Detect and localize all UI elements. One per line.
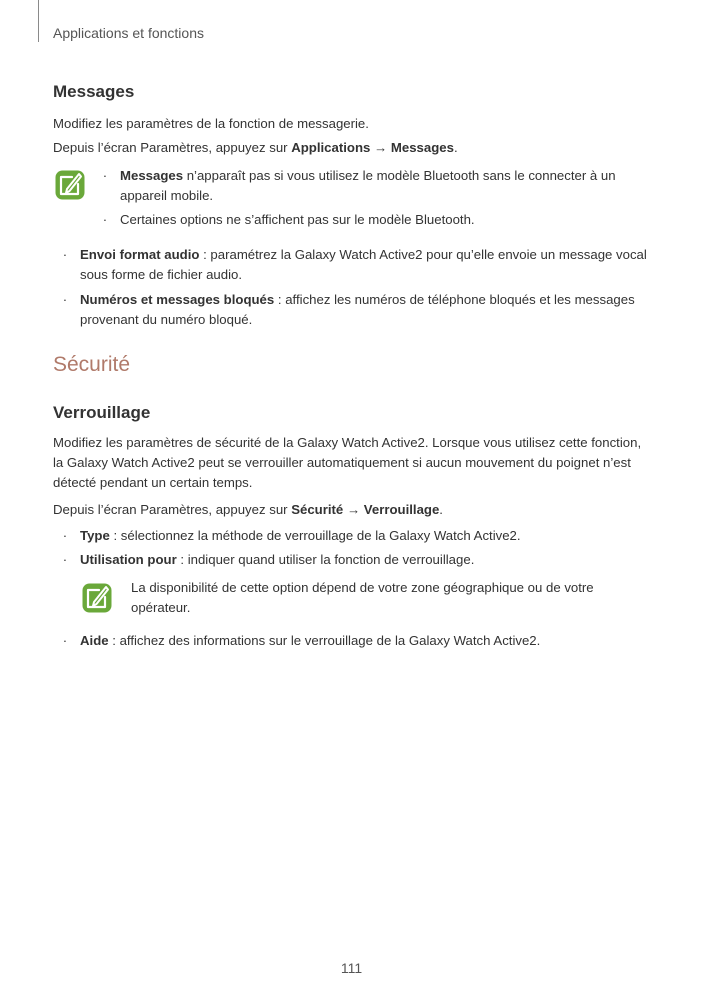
note-item (102, 210, 640, 230)
section-title-verrouillage: Verrouillage (53, 403, 151, 422)
item-bold: Utilisation pour (80, 552, 177, 567)
item-text: : affichez des informations sur le verrouillage de la Galaxy Watch Active2. (108, 633, 541, 648)
item-bold: Type (80, 528, 110, 543)
note-item (102, 166, 640, 206)
note-icon (54, 169, 86, 201)
item-text: : paramétrez la Galaxy Watch Active2 pour qu’elle envoie un message vocal sous forme de fichier audio. (80, 247, 647, 282)
verrouillage-intro: Modifiez les paramètres de sécurité de la Galaxy Watch Active2. Lorsque vous utilisez cette fonction, la Galaxy Watch Active2 peut se verrouiller automatiquement si aucun mouvement du poignet n’est détecté pendant un certain temps. (53, 435, 642, 490)
arrow-icon: → (374, 140, 388, 155)
note-text: Certaines options ne s’affichent pas sur le modèle Bluetooth. (120, 212, 475, 227)
item-text: : sélectionnez la méthode de verrouillage de la Galaxy Watch Active2. (109, 528, 521, 543)
item-bold: Envoi format audio (80, 247, 200, 262)
note-icon (81, 582, 113, 614)
bullet-dot: · (62, 247, 68, 262)
list-item (62, 290, 645, 330)
bullet-dot: · (102, 168, 108, 183)
item-bold: Numéros et messages bloqués (80, 292, 275, 307)
bullet-dot: · (62, 292, 68, 307)
verrouillage-note: La disponibilité de cette option dépend de votre zone géographique ou de votre opérateur. (131, 580, 594, 615)
path-end: . (453, 140, 458, 155)
list-item (62, 631, 660, 651)
running-header: Applications et fonctions (53, 25, 204, 41)
section-title-messages: Messages (53, 82, 135, 101)
arrow-icon: → (346, 502, 361, 517)
item-text: : affichez les numéros de téléphone bloqués et les messages provenant du numéro bloqué. (80, 292, 635, 327)
messages-intro: Modifiez les paramètres de la fonction de messagerie. (53, 116, 369, 131)
path-end: . (439, 502, 443, 517)
bullet-dot: · (62, 528, 68, 543)
page-number: 111 (340, 960, 363, 976)
verrouillage-path (53, 500, 653, 520)
header-rule (38, 0, 39, 42)
list-item (62, 245, 655, 285)
bullet-dot: · (102, 212, 108, 227)
list-item (62, 550, 660, 570)
item-text: : indiquer quand utiliser la fonction de verrouillage. (176, 552, 475, 567)
item-bold: Aide (80, 633, 109, 648)
path-applications: Applications (291, 140, 371, 155)
note-text: n’apparaît pas si vous utilisez le modèle Bluetooth sans le connecter à un appareil mobile. (120, 168, 616, 203)
path-verrouillage: Verrouillage (363, 502, 440, 517)
note-bold: Messages (120, 168, 184, 183)
bullet-dot: · (62, 633, 68, 648)
path-messages: Messages (390, 140, 454, 155)
list-item (62, 526, 660, 546)
messages-path (53, 138, 653, 158)
path-text: Depuis l’écran Paramètres, appuyez sur (53, 502, 292, 517)
bullet-dot: · (62, 552, 68, 567)
path-securite: Sécurité (291, 502, 344, 517)
chapter-title-securite: Sécurité (53, 353, 131, 376)
path-text: Depuis l’écran Paramètres, appuyez sur (53, 140, 292, 155)
